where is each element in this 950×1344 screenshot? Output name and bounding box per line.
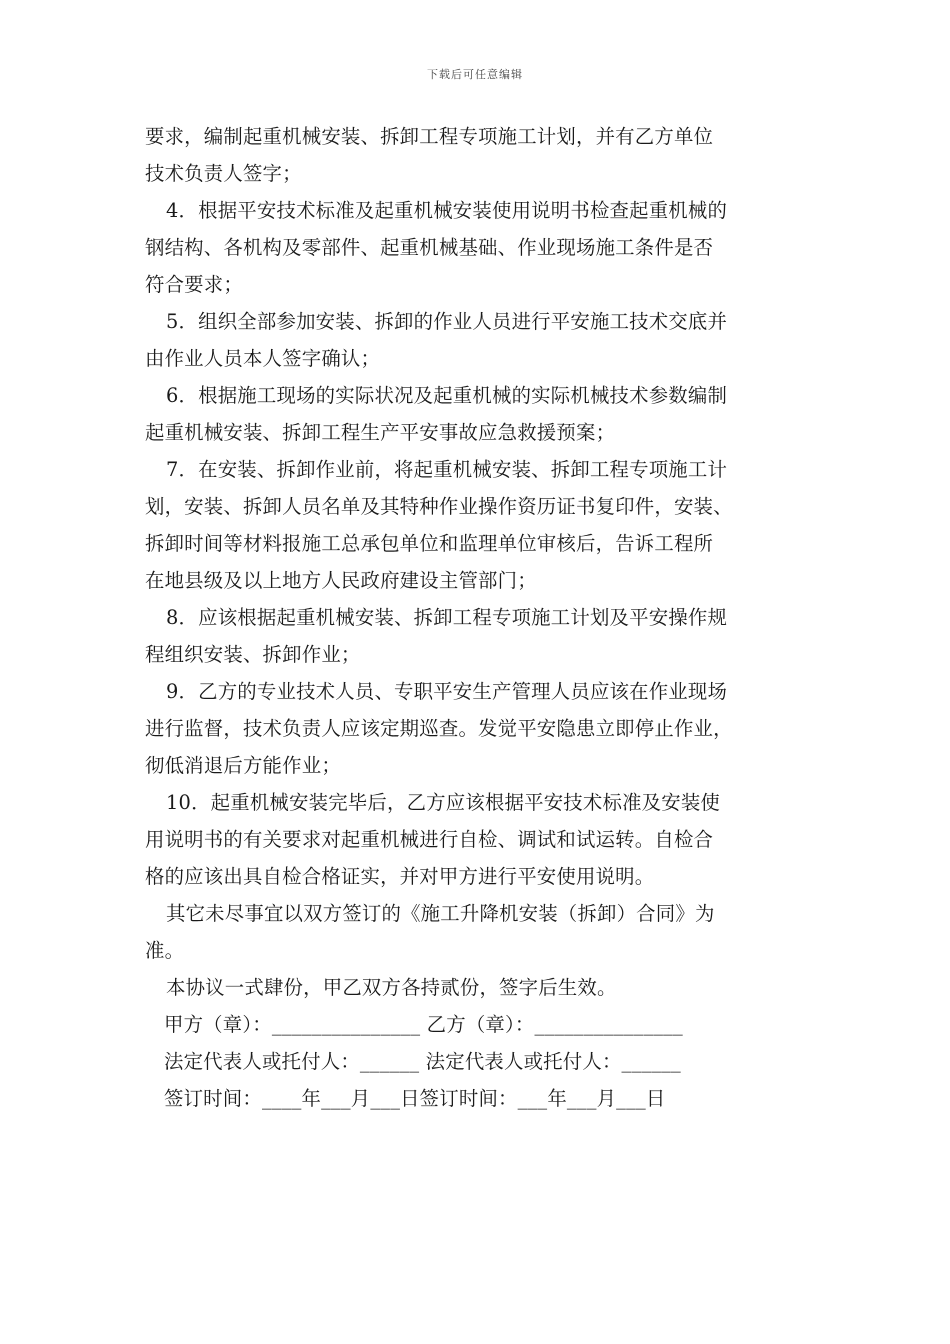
text-line: 其它未尽事宜以双方签订的《施工升降机安装（拆卸）合同》为	[166, 902, 715, 925]
representative-line: 法定代表人或托付人：______ 法定代表人或托付人：______	[164, 1050, 681, 1073]
text-line: 5．组织全部参加安装、拆卸的作业人员进行平安施工技术交底并	[166, 310, 728, 333]
text-line: 准。	[145, 939, 185, 962]
text-line: 划，安装、拆卸人员名单及其特种作业操作资历证书复印件，安装、	[145, 495, 733, 518]
text-line: 在地县级及以上地方人民政府建设主管部门；	[145, 569, 537, 592]
document-body	[145, 118, 813, 1117]
text-line: 7．在安装、拆卸作业前，将起重机械安装、拆卸工程专项施工计	[166, 458, 728, 481]
text-line: 起重机械安装、拆卸工程生产平安事故应急救援预案；	[145, 421, 616, 444]
contract-clauses	[145, 118, 813, 1006]
text-line: 钢结构、各机构及零部件、起重机械基础、作业现场施工条件是否	[145, 236, 714, 259]
party-seal-line: 甲方（章）：_______________ 乙方（章）：_______________	[164, 1013, 683, 1036]
text-line: 本协议一式肆份，甲乙双方各持贰份，签字后生效。	[166, 976, 617, 999]
text-line: 要求，编制起重机械安装、拆卸工程专项施工计划，并有乙方单位	[145, 125, 714, 148]
text-line: 9．乙方的专业技术人员、专职平安生产管理人员应该在作业现场	[166, 680, 728, 703]
text-line: 用说明书的有关要求对起重机械进行自检、调试和试运转。自检合	[145, 828, 714, 851]
text-line: 8．应该根据起重机械安装、拆卸工程专项施工计划及平安操作规	[166, 606, 728, 629]
page-header-note: 下载后可任意编辑	[427, 68, 523, 81]
signing-date-line: 签订时间：____年___月___日签订时间：___年___月___日	[164, 1087, 666, 1110]
text-line: 进行监督，技术负责人应该定期巡查。发觉平安隐患立即停止作业，	[145, 717, 733, 740]
text-line: 6．根据施工现场的实际状况及起重机械的实际机械技术参数编制	[166, 384, 728, 407]
text-line: 符合要求；	[145, 273, 243, 296]
text-line: 10．起重机械安装完毕后，乙方应该根据平安技术标准及安装使	[166, 791, 721, 814]
text-line: 由作业人员本人签字确认；	[145, 347, 381, 370]
text-line: 拆卸时间等材料报施工总承包单位和监理单位审核后，告诉工程所	[145, 532, 714, 555]
text-line: 彻低消退后方能作业；	[145, 754, 341, 777]
text-line: 格的应该出具自检合格证实，并对甲方进行平安使用说明。	[145, 865, 655, 888]
text-line: 程组织安装、拆卸作业；	[145, 643, 361, 666]
text-line: 技术负责人签字；	[145, 162, 302, 185]
text-line: 4．根据平安技术标准及起重机械安装使用说明书检查起重机械的	[166, 199, 728, 222]
